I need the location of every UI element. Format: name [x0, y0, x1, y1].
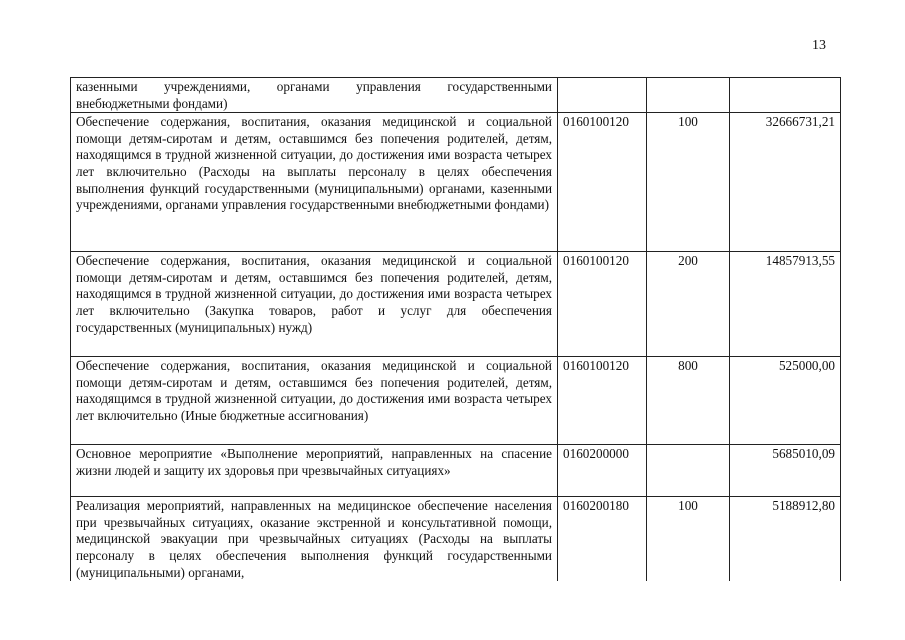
row-description: Реализация мероприятий, направленных на медицинское обеспечение населения при чрезвычайных ситуациях, оказание экстренной и консультативной помощи, медицинской эвакуации при чрезвычайных ситуациях (Расходы на выплаты персоналу в целях обеспечения выполнения функций государственными (муниципальными) органами,: [71, 497, 558, 581]
row-description: Обеспечение содержания, воспитания, оказания медицинской и социальной помощи детям-сиротам и детям, оставшимся без попечения родителей, детям, находящимся в трудной жизненной ситуации, до достижения ими возраста четырех лет включительно (Расходы на выплаты персоналу в целях обеспечения выполнения функций государственными (муниципальными) органами, казенными учреждениями, органами управления государственными внебюджетными фондами): [71, 113, 558, 252]
budget-table: [70, 77, 841, 581]
row-amount: 5188912,80: [730, 497, 841, 581]
row-code: 0160200180: [558, 497, 647, 581]
page-number: 13: [812, 38, 826, 53]
row-description: Обеспечение содержания, воспитания, оказания медицинской и социальной помощи детям-сиротам и детям, оставшимся без попечения родителей, детям, находящимся в трудной жизненной ситуации, до достижения ими возраста четырех лет включительно (Закупка товаров, работ и услуг для обеспечения государственных (муниципальных) нужд): [71, 252, 558, 357]
table-row: [71, 357, 841, 445]
row-code: [558, 78, 647, 113]
row-amount: 525000,00: [730, 357, 841, 445]
row-expense-type: 800: [647, 357, 730, 445]
row-expense-type: [647, 445, 730, 497]
row-expense-type: 200: [647, 252, 730, 357]
row-expense-type: 100: [647, 113, 730, 252]
row-expense-type: 100: [647, 497, 730, 581]
row-amount: 5685010,09: [730, 445, 841, 497]
row-description: Основное мероприятие «Выполнение мероприятий, направленных на спасение жизни людей и защиту их здоровья при чрезвычайных ситуациях»: [71, 445, 558, 497]
table-row: [71, 78, 841, 113]
row-amount: 14857913,55: [730, 252, 841, 357]
table-row: [71, 497, 841, 581]
row-code: 0160200000: [558, 445, 647, 497]
row-code: 0160100120: [558, 357, 647, 445]
table-row: [71, 445, 841, 497]
row-amount: 32666731,21: [730, 113, 841, 252]
row-code: 0160100120: [558, 252, 647, 357]
row-amount: [730, 78, 841, 113]
row-description: казенными учреждениями, органами управления государственными внебюджетными фондами): [71, 78, 558, 113]
row-expense-type: [647, 78, 730, 113]
table-row: [71, 252, 841, 357]
row-code: 0160100120: [558, 113, 647, 252]
row-description: Обеспечение содержания, воспитания, оказания медицинской и социальной помощи детям-сиротам и детям, оставшимся без попечения родителей, детям, находящимся в трудной жизненной ситуации, до достижения ими возраста четырех лет включительно (Иные бюджетные ассигнования): [71, 357, 558, 445]
table-row: [71, 113, 841, 252]
